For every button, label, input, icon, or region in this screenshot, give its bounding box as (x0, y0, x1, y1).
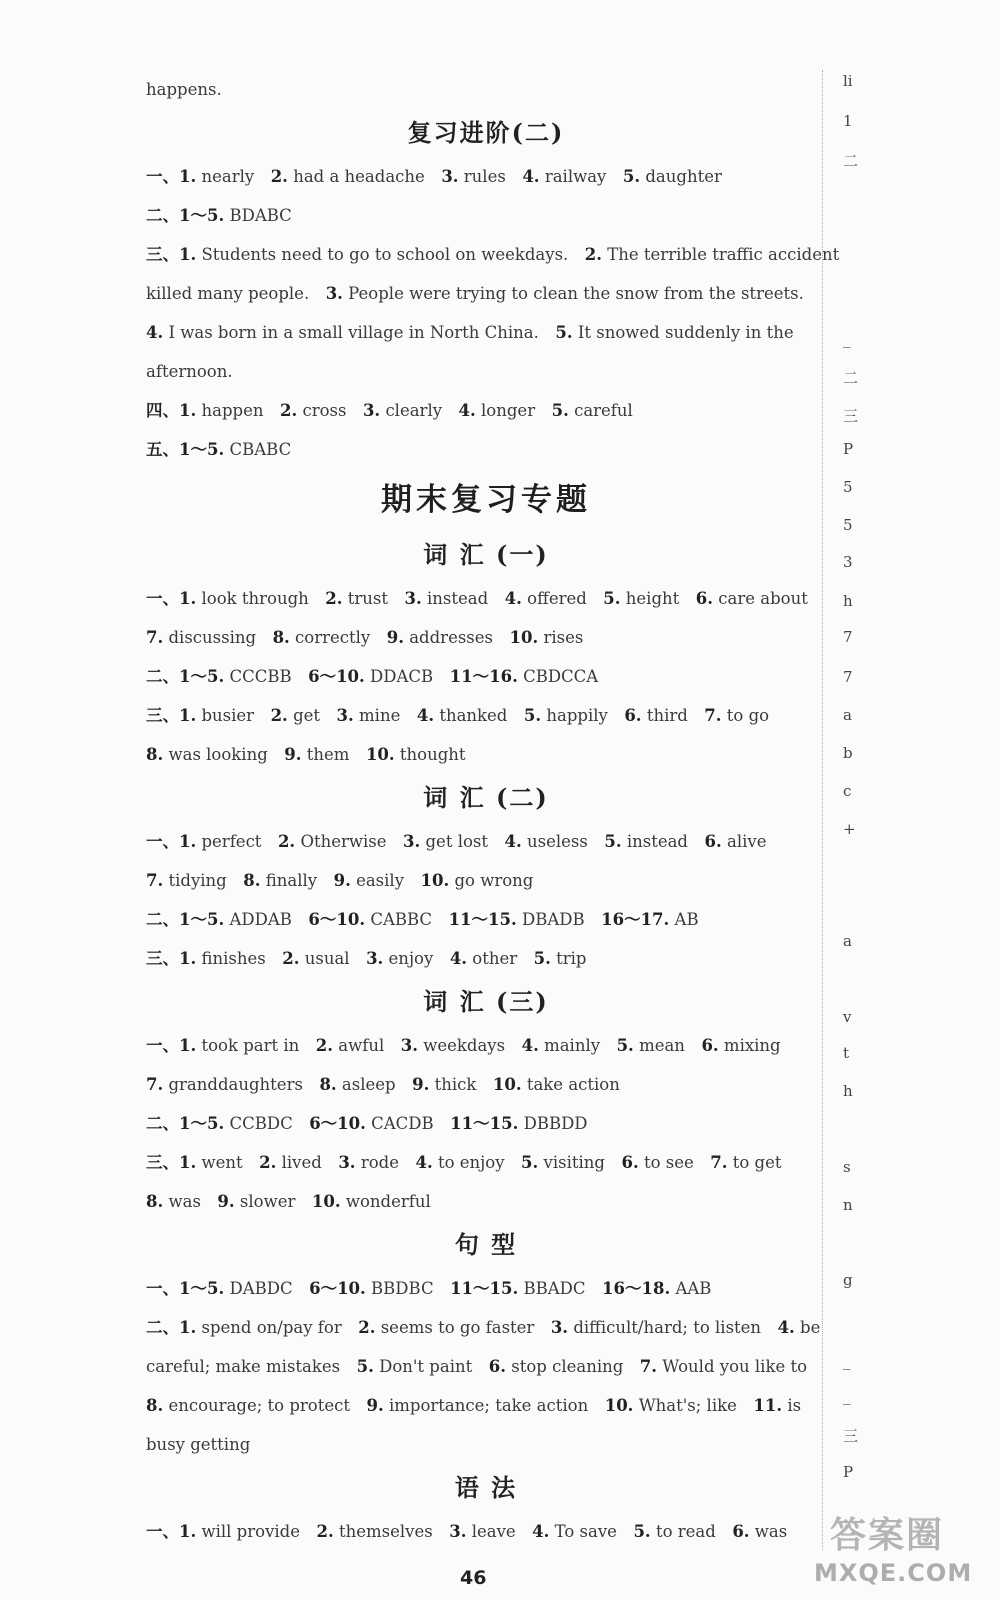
answer-text: ADDAB (229, 910, 292, 929)
answer-text: granddaughters (168, 1075, 303, 1094)
answer-text: People were trying to clean the snow from the streets. (348, 284, 804, 303)
item-number: 10. (492, 1075, 522, 1094)
fragment-text: li (843, 72, 853, 90)
item-number: 3. (325, 284, 343, 303)
answer-text: useless (527, 832, 588, 851)
answer-text: instead (626, 832, 688, 851)
answer-text: happily (546, 706, 608, 725)
answer-text: look through (201, 589, 309, 608)
answer-text: to get (732, 1153, 782, 1172)
item-number: 3. (338, 1153, 356, 1172)
answer-text: happen (201, 401, 264, 420)
item-number: 5. (555, 323, 573, 342)
answer-line (146, 939, 826, 978)
answer-line (146, 657, 826, 696)
answer-text: usual (304, 949, 350, 968)
answer-text: trust (347, 589, 389, 608)
item-number: 4. (458, 401, 476, 420)
item-number: 8. (146, 1396, 164, 1415)
item-number: 3. (550, 1318, 569, 1337)
answer-text: be (800, 1318, 821, 1337)
fragment-text: t (843, 1044, 850, 1062)
item-number: 6. (732, 1522, 750, 1541)
answer-line (146, 861, 826, 900)
adjacent-page-fragments (843, 0, 883, 1600)
item-number: 二、1～5. (146, 667, 225, 686)
item-number: 10. (509, 628, 539, 647)
item-number: 四、1. (146, 401, 197, 420)
answer-text: tidying (168, 871, 227, 890)
item-number: 6. (488, 1357, 506, 1376)
item-number: 6～10. (309, 1279, 366, 1298)
answer-text: offered (527, 589, 587, 608)
answer-line (146, 1512, 826, 1551)
answer-text: get lost (425, 832, 489, 851)
item-number: 2. (325, 589, 343, 608)
item-number: 16～18. (602, 1279, 671, 1298)
answer-line (146, 235, 840, 274)
item-number: 9. (333, 871, 351, 890)
item-number: 11～15. (450, 1279, 519, 1298)
answer-text: perfect (201, 832, 262, 851)
item-number: 2. (279, 401, 298, 420)
fragment-text: 三 (843, 407, 859, 425)
answer-text: trip (556, 949, 587, 968)
section-heading: 词 汇 (一) (423, 540, 549, 569)
answer-text: visiting (543, 1153, 605, 1172)
item-number: 3. (336, 706, 354, 725)
answer-text: CABBC (370, 910, 433, 929)
item-number: 2. (259, 1153, 277, 1172)
item-number: 5. (551, 401, 569, 420)
item-number: 6～10. (308, 667, 365, 686)
answer-line (146, 70, 826, 109)
item-number: 10. (311, 1192, 341, 1211)
item-number: 3. (441, 167, 459, 186)
item-number: 一、1. (146, 1036, 197, 1055)
fragment-text: h (843, 592, 853, 610)
item-number: 9. (386, 628, 404, 647)
fragment-text: 二 (843, 152, 859, 170)
answer-line (146, 391, 826, 430)
item-number: 2. (270, 167, 288, 186)
item-number: 6. (701, 1036, 719, 1055)
item-number: 7. (146, 871, 164, 890)
chapter-title: 期末复习专题 (381, 482, 591, 518)
section-heading: 词 汇 (二) (423, 783, 549, 812)
item-number: 3. (366, 949, 384, 968)
answer-text: care about (718, 589, 808, 608)
item-number: 11～16. (449, 667, 518, 686)
answer-line (146, 1065, 826, 1104)
item-number: 8. (146, 1192, 164, 1211)
item-number: 二、1～5. (146, 910, 225, 929)
item-number: 一、1～5. (146, 1279, 225, 1298)
fragment-text: 7 (843, 668, 853, 686)
item-number: 二、1～5. (146, 206, 225, 225)
item-number: 11～15. (448, 910, 517, 929)
item-number: 6. (621, 1153, 639, 1172)
answer-line (146, 822, 826, 861)
item-number: 4. (504, 832, 522, 851)
item-number: 5. (521, 1153, 539, 1172)
answer-text: them (306, 745, 350, 764)
answer-text: asleep (341, 1075, 396, 1094)
answer-text: finishes (201, 949, 266, 968)
answer-text: happens. (146, 80, 222, 99)
item-number: 5. (622, 167, 641, 186)
answer-text: daughter (645, 167, 722, 186)
answer-text: thick (434, 1075, 477, 1094)
answer-text: thought (399, 745, 466, 764)
section-heading: 词 汇 (三) (423, 987, 549, 1016)
answer-line (146, 1143, 826, 1182)
answer-text: was (754, 1522, 788, 1541)
answer-text: was (168, 1192, 201, 1211)
fragment-text: 7 (843, 628, 853, 646)
answer-line (146, 430, 826, 469)
item-number: 8. (272, 628, 290, 647)
item-number: 3. (362, 401, 381, 420)
item-number: 一、1. (146, 832, 197, 851)
fragment-text: s (843, 1158, 851, 1176)
answer-line (146, 735, 826, 774)
item-number: 4. (522, 167, 540, 186)
answer-line (146, 1347, 826, 1386)
answer-text: busy getting (146, 1435, 251, 1454)
section-heading: 句 型 (454, 1230, 518, 1259)
section-heading: 语 法 (454, 1473, 518, 1502)
item-number: 9. (284, 745, 302, 764)
answer-text: Don't paint (379, 1357, 473, 1376)
answer-text: CBDCCA (523, 667, 599, 686)
item-number: 五、1～5. (146, 440, 225, 459)
item-number: 7. (146, 628, 164, 647)
answer-text: mine (359, 706, 401, 725)
answer-line (146, 313, 826, 352)
answer-text: BBDBC (371, 1279, 434, 1298)
answer-line (146, 618, 826, 657)
fragment-text: 5 (843, 516, 853, 534)
answer-text: height (625, 589, 680, 608)
answer-text: busier (201, 706, 255, 725)
fragment-text: _ (843, 1352, 851, 1370)
answer-line (146, 579, 826, 618)
answer-text: rises (543, 628, 584, 647)
item-number: 5. (633, 1522, 651, 1541)
answer-line (146, 1026, 826, 1065)
answer-text: mixing (723, 1036, 781, 1055)
item-number: 2. (315, 1036, 334, 1055)
item-number: 4. (146, 323, 164, 342)
item-number: 2. (277, 832, 296, 851)
answer-text: took part in (201, 1036, 300, 1055)
section-heading: 复习进阶(二) (407, 118, 565, 147)
item-number: 10. (365, 745, 395, 764)
answer-line (146, 1425, 826, 1464)
item-number: 6. (704, 832, 722, 851)
answer-line (146, 900, 826, 939)
item-number: 4. (521, 1036, 539, 1055)
item-number: 16～17. (601, 910, 670, 929)
answer-text: DABDC (229, 1279, 293, 1298)
answer-line (146, 274, 826, 313)
item-number: 8. (146, 745, 164, 764)
answer-text: lived (281, 1153, 322, 1172)
answer-text: CBABC (229, 440, 292, 459)
answer-text: discussing (168, 628, 257, 647)
answer-text: clearly (385, 401, 443, 420)
answer-text: weekdays (423, 1036, 506, 1055)
item-number: 4. (777, 1318, 795, 1337)
answer-text: awful (338, 1036, 385, 1055)
item-number: 4. (416, 706, 435, 725)
item-number: 三、1. (146, 245, 197, 264)
item-number: 5. (604, 832, 622, 851)
answer-text: to go (726, 706, 770, 725)
answer-text: longer (481, 401, 536, 420)
fragment-text: + (843, 820, 856, 838)
answer-text: will provide (201, 1522, 300, 1541)
answer-text: mean (639, 1036, 685, 1055)
answer-text: get (293, 706, 321, 725)
item-number: 二、1. (146, 1318, 197, 1337)
answer-line (146, 696, 826, 735)
answer-text: other (472, 949, 518, 968)
item-number: 5. (533, 949, 551, 968)
answer-line (146, 157, 826, 196)
answer-text: easily (356, 871, 405, 890)
fragment-text: P (843, 440, 854, 458)
item-number: 2. (270, 706, 288, 725)
item-number: 7. (146, 1075, 164, 1094)
fragment-text: c (843, 782, 852, 800)
item-number: 7. (710, 1153, 728, 1172)
answer-line (146, 1104, 826, 1143)
item-number: 三、1. (146, 706, 197, 725)
fragment-text: n (843, 1196, 853, 1214)
answer-text: railway (544, 167, 607, 186)
item-number: 二、1～5. (146, 1114, 225, 1133)
answer-text: Students need to go to school on weekdays. (201, 245, 569, 264)
answer-text: finally (265, 871, 318, 890)
item-number: 2. (316, 1522, 334, 1541)
fragment-text: 三 (843, 1427, 859, 1445)
item-number: 5. (523, 706, 542, 725)
answer-text: It snowed suddenly in the (577, 323, 794, 342)
answer-text: Otherwise (300, 832, 387, 851)
item-number: 4. (504, 589, 522, 608)
column-divider (822, 70, 823, 1550)
answer-text: leave (471, 1522, 516, 1541)
fragment-text: 3 (843, 553, 853, 571)
answer-text: Would you like to (662, 1357, 808, 1376)
answer-text: killed many people. (146, 284, 310, 303)
answer-text: was looking (168, 745, 268, 764)
item-number: 11. (753, 1396, 783, 1415)
answer-line (146, 1269, 826, 1308)
answer-text: careful (574, 401, 633, 420)
answer-text: instead (427, 589, 489, 608)
fragment-text: v (843, 1008, 852, 1026)
answer-text: To save (554, 1522, 617, 1541)
item-number: 三、1. (146, 1153, 197, 1172)
answer-text: DBADB (521, 910, 585, 929)
item-number: 2. (282, 949, 300, 968)
watermark-url: MXQE.COM (814, 1559, 973, 1587)
item-number: 4. (532, 1522, 550, 1541)
fragment-text: g (843, 1271, 853, 1289)
answer-text: to read (655, 1522, 716, 1541)
item-number: 一、1. (146, 1522, 197, 1541)
answer-line (146, 1386, 826, 1425)
answer-text: is (787, 1396, 802, 1415)
item-number: 10. (420, 871, 450, 890)
item-number: 5. (603, 589, 621, 608)
fragment-text: P (843, 1463, 854, 1481)
answer-text: to see (643, 1153, 694, 1172)
answer-text: went (201, 1153, 243, 1172)
fragment-text: 二 (843, 369, 859, 387)
fragment-text: a (843, 706, 852, 724)
answer-text: importance; take action (388, 1396, 589, 1415)
answer-text: encourage; to protect (168, 1396, 350, 1415)
answer-text: CCBDC (229, 1114, 293, 1133)
item-number: 11～15. (450, 1114, 519, 1133)
answer-text: thanked (439, 706, 508, 725)
item-number: 2. (358, 1318, 376, 1337)
answer-text: BBADC (523, 1279, 586, 1298)
answer-text: DDACB (370, 667, 434, 686)
item-number: 一、1. (146, 589, 197, 608)
answer-text: I was born in a small village in North China. (168, 323, 539, 342)
answer-text: BDABC (229, 206, 292, 225)
item-number: 10. (604, 1396, 634, 1415)
answer-text: difficult/hard; to listen (573, 1318, 762, 1337)
item-number: 7. (704, 706, 722, 725)
fragment-text: 5 (843, 478, 853, 496)
item-number: 4. (449, 949, 468, 968)
item-number: 2. (584, 245, 603, 264)
answer-text: stop cleaning (511, 1357, 624, 1376)
answer-text: DBBDD (523, 1114, 588, 1133)
item-number: 三、1. (146, 949, 197, 968)
answer-text: slower (239, 1192, 296, 1211)
answer-text: rode (360, 1153, 399, 1172)
answer-text: go wrong (454, 871, 534, 890)
answer-text: wonderful (345, 1192, 431, 1211)
fragment-text: b (843, 744, 853, 762)
fragment-text: _ (843, 330, 851, 348)
item-number: 3. (404, 589, 422, 608)
item-number: 6. (695, 589, 714, 608)
answer-text: careful; make mistakes (146, 1357, 341, 1376)
item-number: 3. (449, 1522, 467, 1541)
page-number: 46 (460, 1567, 487, 1589)
answer-line (146, 1308, 826, 1347)
fragment-text: a (843, 932, 852, 950)
item-number: 4. (415, 1153, 433, 1172)
item-number: 5. (616, 1036, 634, 1055)
answer-line (146, 352, 826, 391)
item-number: 9. (412, 1075, 430, 1094)
fragment-text: _ (843, 1387, 851, 1405)
answer-text: What's; like (638, 1396, 737, 1415)
answer-text: seems to go faster (380, 1318, 535, 1337)
item-number: 3. (400, 1036, 418, 1055)
answer-text: AAB (675, 1279, 712, 1298)
answer-text: third (646, 706, 688, 725)
answer-text: had a headache (293, 167, 425, 186)
answer-text: correctly (295, 628, 371, 647)
answer-text: CACDB (371, 1114, 434, 1133)
fragment-text: 1 (843, 112, 853, 130)
item-number: 5. (356, 1357, 374, 1376)
answer-text: enjoy (388, 949, 434, 968)
answer-text: mainly (544, 1036, 601, 1055)
item-number: 一、1. (146, 167, 197, 186)
item-number: 6～10. (308, 910, 366, 929)
answer-text: AB (674, 910, 699, 929)
answer-text: spend on/pay for (201, 1318, 342, 1337)
answer-text: to enjoy (437, 1153, 505, 1172)
item-number: 9. (366, 1396, 384, 1415)
item-number: 7. (639, 1357, 658, 1376)
answer-column (146, 70, 840, 1551)
answer-line (146, 1182, 826, 1221)
answer-text: nearly (201, 167, 255, 186)
item-number: 6～10. (309, 1114, 366, 1133)
watermark-cn: 答案圈 (830, 1515, 945, 1556)
answer-text: themselves (338, 1522, 433, 1541)
answer-text: CCCBB (229, 667, 292, 686)
answer-line (146, 196, 826, 235)
fragment-text: h (843, 1082, 853, 1100)
answer-text: alive (726, 832, 767, 851)
answer-text: rules (463, 167, 506, 186)
answer-text: addresses (409, 628, 493, 647)
answer-text: afternoon. (146, 362, 233, 381)
item-number: 3. (403, 832, 421, 851)
answer-text: cross (302, 401, 347, 420)
answer-text: The terrible traffic accident (607, 245, 840, 264)
item-number: 6. (624, 706, 642, 725)
answer-text: take action (526, 1075, 620, 1094)
item-number: 8. (319, 1075, 337, 1094)
watermark-logo (808, 1505, 993, 1600)
item-number: 8. (243, 871, 261, 890)
item-number: 9. (217, 1192, 235, 1211)
